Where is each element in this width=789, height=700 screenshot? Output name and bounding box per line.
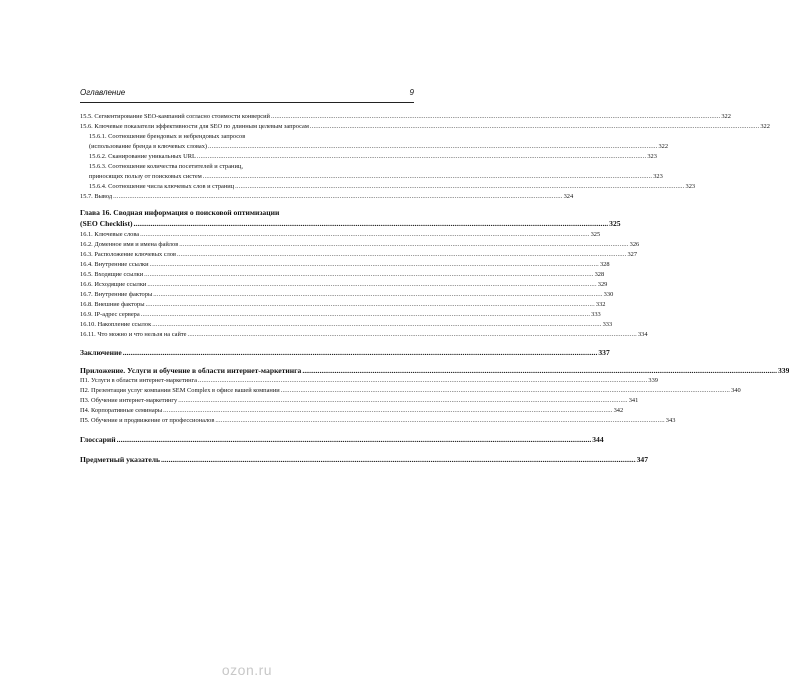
toc-entry-page: 329 xyxy=(597,281,608,288)
toc-entry-title: 15.5. Сегментирование SEO-кампаний согласно стоимости конверсий xyxy=(80,113,270,120)
toc-entry-title: 16.8. Внешние факторы xyxy=(80,301,145,308)
toc-entry-title: 16.7. Внутренние факторы xyxy=(80,291,153,298)
toc-entry-page: 334 xyxy=(637,331,648,338)
toc-entry xyxy=(80,310,601,320)
toc-chapter-title: Заключение xyxy=(80,348,122,357)
toc-entry-page: 340 xyxy=(731,387,741,394)
toc-entry-page: 322 xyxy=(760,123,770,130)
toc-entry-page: 330 xyxy=(603,291,614,298)
toc-entry xyxy=(80,250,638,260)
toc-entry-page: 332 xyxy=(595,301,606,308)
toc-entry xyxy=(80,230,601,240)
toc-entry-page: 342 xyxy=(613,407,624,414)
toc-entry-page: 325 xyxy=(590,231,601,238)
toc-entry xyxy=(80,386,741,396)
toc-entry-page: 333 xyxy=(602,321,613,328)
toc-entry-title: 15.6. Ключевые показатели эффективности для SEO по длинным целевым запросам xyxy=(80,123,309,130)
toc-entry xyxy=(80,320,613,330)
toc-entry xyxy=(80,406,624,416)
watermark: ozon.ru xyxy=(221,662,273,678)
toc-entry-title: 15.6.2. Сканирование уникальных URL xyxy=(89,153,196,160)
toc-entry-page: 322 xyxy=(658,143,669,150)
toc-entry xyxy=(89,162,414,172)
toc-chapter xyxy=(80,219,621,229)
toc-chapter-title: Приложение. Услуги и обучение в области интернет-маркетинга xyxy=(80,366,302,375)
toc-chapter-title: Глава 16. Сводная информация о поисковой оптимизации xyxy=(80,208,280,217)
toc-entry xyxy=(80,122,770,132)
toc-entry-page: 322 xyxy=(721,113,731,120)
toc-entry-page: 328 xyxy=(594,271,605,278)
toc-entry xyxy=(89,152,657,162)
toc-entry-title: П3. Обучение интернет-маркетингу xyxy=(80,397,178,404)
toc-entry xyxy=(80,330,648,340)
toc-chapter xyxy=(80,366,789,376)
toc-entry xyxy=(89,142,669,152)
toc-entry xyxy=(80,300,606,310)
toc-entry-page: 326 xyxy=(629,241,640,248)
toc-entry-title: 16.9. IP-адрес сервера xyxy=(80,311,140,318)
toc-entry-page: 324 xyxy=(563,193,574,200)
toc-entry xyxy=(80,270,605,280)
toc-entry-page: 323 xyxy=(685,183,696,190)
toc-entry-title: 15.6.3. Соотношение количества посетителей и страниц, xyxy=(89,163,243,170)
toc-entry-title: приносящих пользу от поисковых систем xyxy=(89,173,202,180)
toc-entry-title: (использование бренда в ключевых словах) xyxy=(89,143,208,150)
toc-chapter xyxy=(80,435,604,445)
toc-chapter-page: 347 xyxy=(636,455,648,464)
toc-entry xyxy=(80,290,614,300)
toc-entry xyxy=(80,416,676,426)
toc-entry-title: 16.5. Входящие ссылки xyxy=(80,271,144,278)
toc-entry-title: 16.3. Расположение ключевых слов xyxy=(80,251,177,258)
header-page-number: 9 xyxy=(409,88,414,97)
toc-entry-title: 16.2. Доменное имя и имена файлов xyxy=(80,241,179,248)
toc-chapter-page: 337 xyxy=(598,348,610,357)
toc-chapter-page: 344 xyxy=(592,435,604,444)
toc-entry-title: 16.4. Внутренние ссылки xyxy=(80,261,149,268)
toc-chapter xyxy=(80,455,648,465)
toc-entry-page: 328 xyxy=(599,261,610,268)
toc-chapter xyxy=(80,348,610,358)
toc-chapter xyxy=(80,208,414,218)
toc-entry xyxy=(89,132,414,142)
toc-entry-page: 333 xyxy=(591,311,601,318)
toc-entry-title: 16.11. Что можно и что нельзя на сайте xyxy=(80,331,187,338)
toc-entry xyxy=(89,172,663,182)
page-header xyxy=(80,88,414,103)
toc-entry-title: П4. Корпоративные семинары xyxy=(80,407,163,414)
toc-entry xyxy=(80,280,608,290)
toc-entry-page: 343 xyxy=(665,417,676,424)
toc-entry-title: 16.10. Накопление ссылок xyxy=(80,321,152,328)
toc-entry-page: 323 xyxy=(653,173,663,180)
toc-entry-page: 327 xyxy=(627,251,638,258)
toc-entry-title: П5. Обучение и продвижение от профессионалов xyxy=(80,417,215,424)
toc-entry-title: 15.6.1. Соотношение брендовых и небрендовых запросов xyxy=(89,133,246,140)
toc-entry xyxy=(80,396,639,406)
toc-entry-title: 15.6.4. Соотношение числа ключевых слов и страниц xyxy=(89,183,235,190)
toc-entry-page: 341 xyxy=(628,397,639,404)
toc-chapter-page: 325 xyxy=(609,219,621,228)
toc-entry-title: 16.1. Ключевые слова xyxy=(80,231,140,238)
toc-chapter-title: (SEO Checklist) xyxy=(80,219,133,228)
header-title: Оглавление xyxy=(80,88,126,97)
toc-chapter-page: 339 xyxy=(777,366,789,375)
toc-entry xyxy=(80,112,731,122)
toc-entry-page: 323 xyxy=(647,153,657,160)
toc-entry-title: 15.7. Вывод xyxy=(80,193,113,200)
toc-entry xyxy=(89,182,696,192)
toc-chapter-title: Предметный указатель xyxy=(80,455,160,464)
toc-entry-title: П1. Услуги в области интернет-маркетинга xyxy=(80,377,197,384)
toc-entry-page: 339 xyxy=(648,377,658,384)
toc-entry xyxy=(80,240,640,250)
toc-chapter-title: Глоссарий xyxy=(80,435,116,444)
toc-entry xyxy=(80,260,610,270)
toc-entry-title: П2. Презентация услуг компании SEM Complex в офисе вашей компании xyxy=(80,387,280,394)
toc-entry xyxy=(80,376,658,386)
toc-entry-title: 16.6. Исходящие ссылки xyxy=(80,281,147,288)
toc-entry xyxy=(80,192,574,202)
